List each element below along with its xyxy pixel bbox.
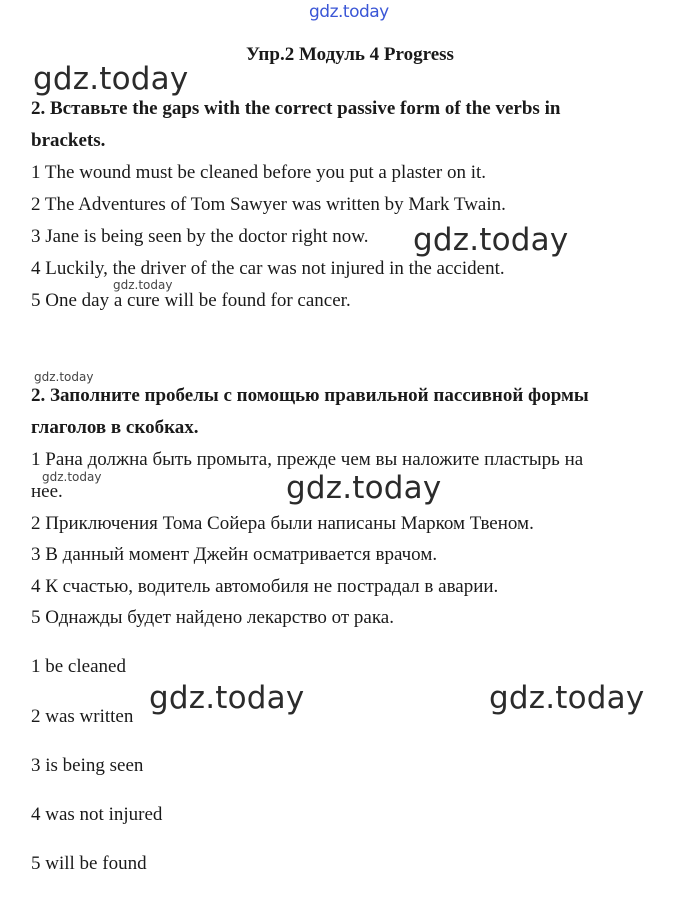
- russian-item-5: 5 Однажды будет найдено лекарство от рака.: [31, 607, 394, 628]
- english-item-5: 5 One day a cure will be found for cancer.: [31, 290, 351, 311]
- watermark-logo: gdz.today: [489, 680, 645, 716]
- english-heading-line-1: 2. Вставьте the gaps with the correct passive form of the verbs in: [31, 98, 561, 119]
- watermark-logo: gdz.today: [33, 61, 189, 97]
- answer-2: 2 was written: [31, 706, 134, 727]
- answer-4: 4 was not injured: [31, 804, 163, 825]
- watermark-small: gdz.today: [42, 470, 102, 484]
- russian-heading-line-1: 2. Заполните пробелы с помощью правильной пассивной формы: [31, 385, 589, 406]
- english-item-1: 1 The wound must be cleaned before you put a plaster on it.: [31, 162, 486, 183]
- page-title: Упр.2 Модуль 4 Progress: [246, 44, 454, 65]
- english-item-2: 2 The Adventures of Tom Sawyer was written by Mark Twain.: [31, 194, 506, 215]
- russian-heading-line-2: глаголов в скобках.: [31, 417, 199, 438]
- english-item-3: 3 Jane is being seen by the doctor right now.: [31, 226, 369, 247]
- watermark-logo: gdz.today: [286, 470, 442, 506]
- watermark-logo: gdz.today: [413, 222, 569, 258]
- answer-5: 5 will be found: [31, 853, 147, 874]
- watermark-top: gdz.today: [309, 2, 389, 22]
- answer-3: 3 is being seen: [31, 755, 144, 776]
- watermark-logo: gdz.today: [149, 680, 305, 716]
- russian-item-1-cont: нее.: [31, 481, 63, 502]
- russian-item-2: 2 Приключения Тома Сойера были написаны Марком Твеном.: [31, 513, 534, 534]
- russian-item-3: 3 В данный момент Джейн осматривается врачом.: [31, 544, 438, 565]
- answer-1: 1 be cleaned: [31, 656, 126, 677]
- watermark-small: gdz.today: [34, 370, 94, 384]
- english-heading-line-2: brackets.: [31, 130, 106, 151]
- russian-item-4: 4 К счастью, водитель автомобиля не пострадал в аварии.: [31, 576, 499, 597]
- russian-item-1: 1 Рана должна быть промыта, прежде чем вы наложите пластырь на: [31, 449, 584, 470]
- watermark-small: gdz.today: [113, 278, 173, 292]
- english-item-4: 4 Luckily, the driver of the car was not injured in the accident.: [31, 258, 505, 279]
